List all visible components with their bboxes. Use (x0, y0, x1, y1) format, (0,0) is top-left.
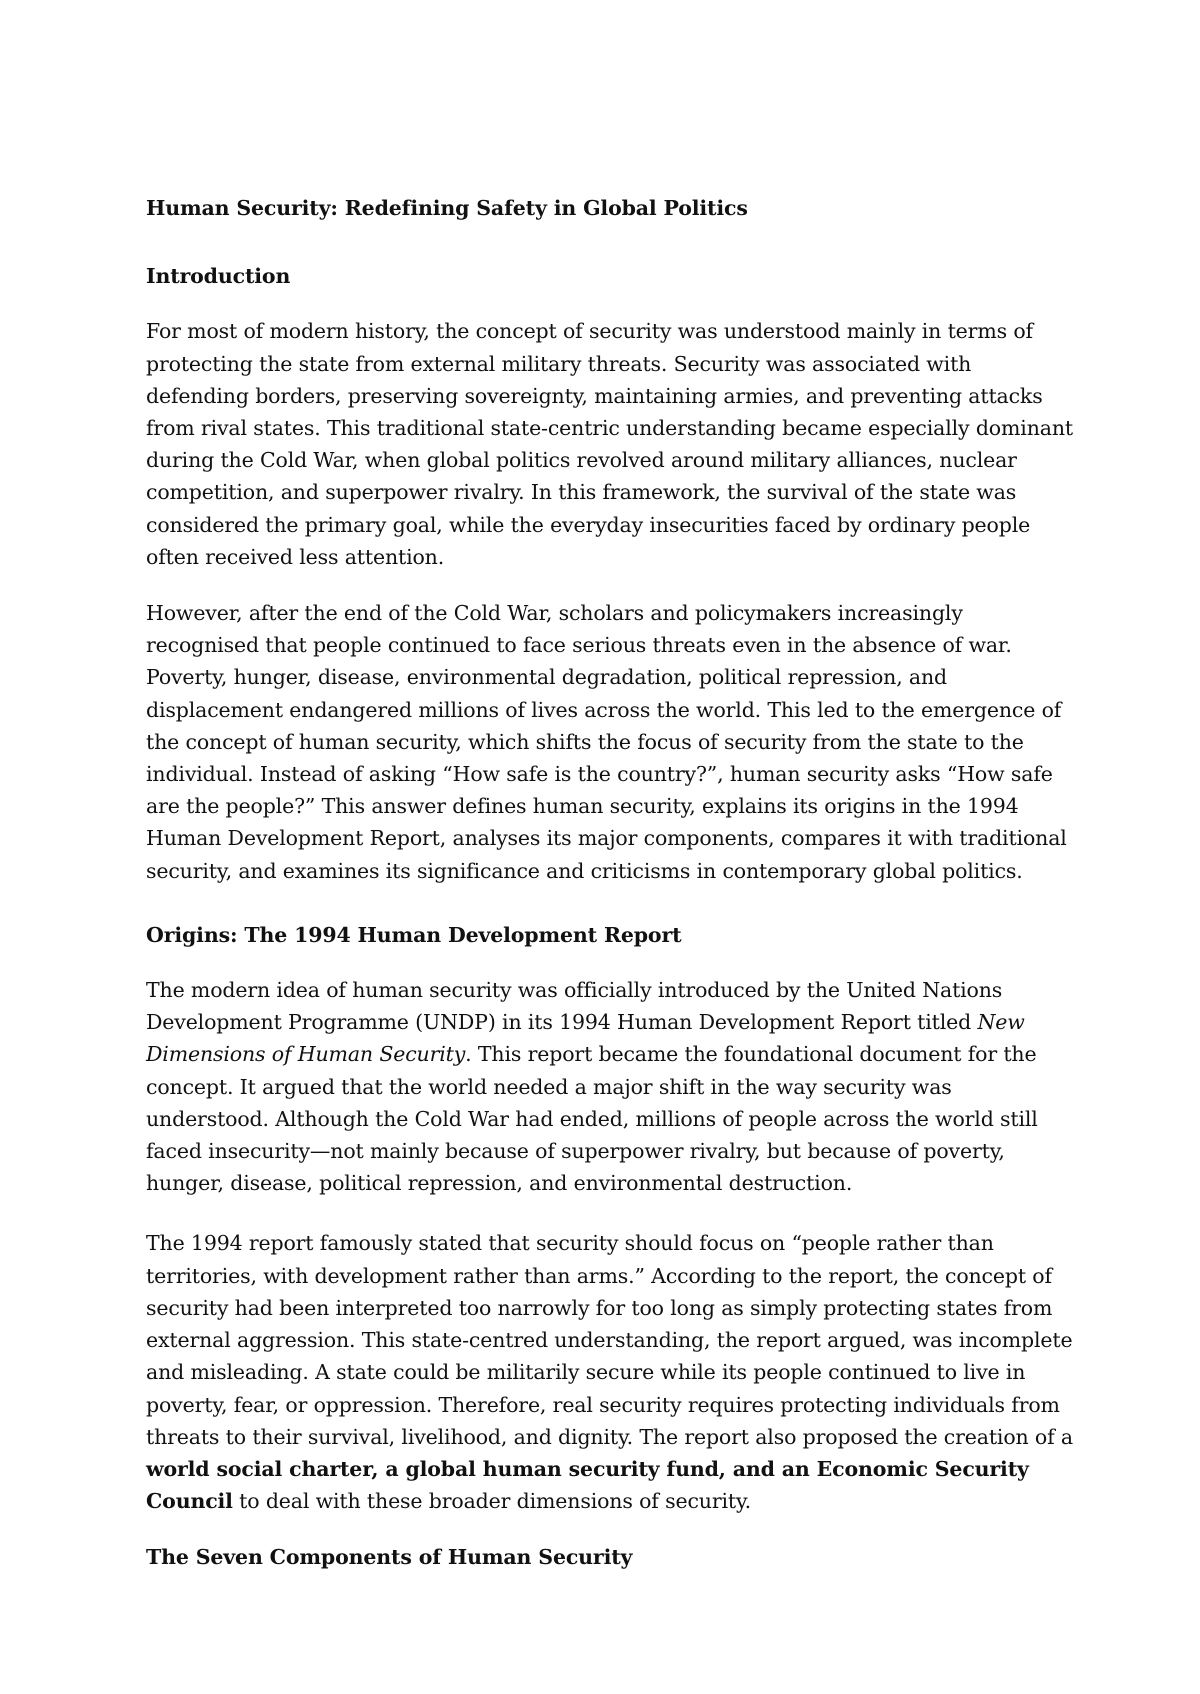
paragraph-text: The 1994 report famously stated that security should focus on “people rather than territories, with development rather than arms.” According to the report, the concept of security had been interpreted too narrowly for too long as simply protecting states from external aggression. This state-centred understanding, the report argued, was incomplete and misleading. A state could be militarily secure while its people continued to live in poverty, fear, or oppression. Therefore, real security requires protecting individuals from threats to their survival, livelihood, and dignity. The report also proposed the creation of a (146, 1231, 1073, 1449)
paragraph-origins-2 (146, 1227, 1076, 1517)
paragraph-origins-1 (146, 974, 1076, 1199)
paragraph-text: to deal with these broader dimensions of security. (232, 1489, 752, 1514)
paragraph-intro-2: However, after the end of the Cold War, scholars and policymakers increasingly recognised that people continued to face serious threats even in the absence of war. Poverty, hunger, disease, environmental degradation, political repression, and displacement endangered millions of lives across the world. This led to the emergence of the concept of human security, which shifts the focus of security from the state to the individual. Instead of asking “How safe is the country?”, human security asks “How safe are the people?” This answer defines human security, explains its origins in the 1994 Human Development Report, analyses its major components, compares it with traditional security, and examines its significance and criticisms in contemporary global politics. (146, 601, 1067, 883)
section-heading-introduction: Introduction (146, 264, 291, 289)
document-title: Human Security: Redefining Safety in Global Politics (146, 196, 748, 220)
paragraph-text: The modern idea of human security was officially introduced by the United Nations Development Programme (UNDP) in its 1994 Human Development Report titled (146, 978, 1003, 1035)
document-page (146, 192, 1076, 1597)
bold-proposals: world social charter, a global human security fund, and an Economic Security Council (146, 1456, 1029, 1514)
paragraph-intro-1: For most of modern history, the concept of security was understood mainly in terms of protecting the state from external military threats. Security was associated with defending borders, preserving sovereignty, maintaining armies, and preventing attacks from rival states. This traditional state-centric understanding became especially dominant during the Cold War, when global politics revolved around military alliances, nuclear competition, and superpower rivalry. In this framework, the survival of the state was considered the primary goal, while the everyday insecurities faced by ordinary people often received less attention. (146, 319, 1073, 569)
section-heading-seven-components: The Seven Components of Human Security (146, 1545, 633, 1570)
paragraph-text: . This report became the foundational document for the concept. It argued that the world needed a major shift in the way security was understood. Although the Cold War had ended, millions of people across the world still faced insecurity—not mainly because of superpower rivalry, but because of poverty, hunger, disease, political repression, and environmental destruction. (146, 1042, 1038, 1196)
report-title-italic: New Dimensions of Human Security (146, 1010, 1025, 1067)
section-heading-origins: Origins: The 1994 Human Development Report (146, 922, 682, 947)
